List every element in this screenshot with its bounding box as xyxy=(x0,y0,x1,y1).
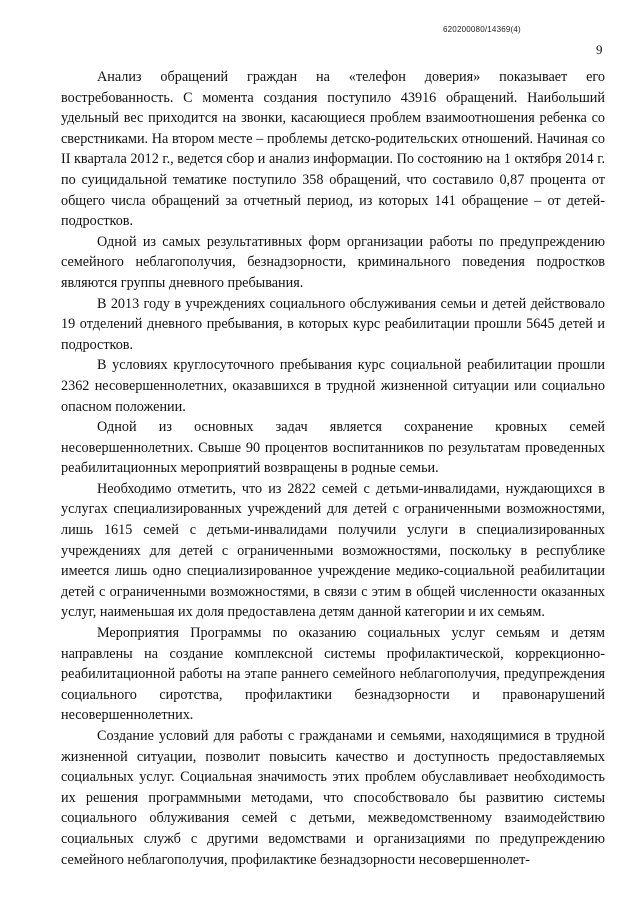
paragraph-disabled-children-families: Необходимо отметить, что из 2822 семей с детьми-инвалидами, нуждающихся в услугах специализированных учреждений для детей с ограниченными возможностями, лишь 1615 семей с детьми-инвалидами получили услуги в специализированных учреждениях для детей с ограниченными возможностями, поскольку в республике имеется лишь одно специализированное учреждение медико-социальной реабилитации детей с ограниченными возможностями, в связи с этим в общей численности оказанных услуг, наименьшая их доля предоставлена детям данной категории и их семьям. xyxy=(61,480,605,621)
document-id: 620200080/14369(4) xyxy=(443,25,521,34)
paragraph-conditions-creation: Создание условий для работы с гражданами и семьями, находящимися в трудной жизненной ситуации, позволит повысить качество и доступность предоставляемых социальных услуг. Социальная значимость этих проблем обуславливает необходимость их решения программными методами, что способствовало бы развитию системы социального облуживания семей с детьми, межведомственному взаимодействию социальных служб с другими ведомствами и организациями по предупреждению семейного неблагополучия, профилактике безнадзорности несовершеннолет- xyxy=(61,728,605,868)
paragraph-day-care-groups: Одной из самых результативных форм организации работы по предупреждению семейного неблагополучия, безнадзорности, криминального поведения подростков являются группы дневного пребывания. xyxy=(61,233,605,291)
paragraph-program-measures: Мероприятия Программы по оказанию социальных услуг семьям и детям направлены на создание комплексной системы профилактической, коррекционно-реабилитационной работы на этапе раннего семейного неблагополучия, предупреждения социального сиротства, профилактики безнадзорности и правонарушений несовершеннолетних. xyxy=(61,625,605,724)
paragraph-2013-day-care-departments: В 2013 году в учреждениях социального обслуживания семьи и детей действовало 19 отделений дневного пребывания, в которых курс реабилитации прошли 5645 детей и подростков. xyxy=(61,295,605,353)
body-text xyxy=(61,67,605,870)
page-number: 9 xyxy=(596,42,603,57)
paragraph-hotline-analysis: Анализ обращений граждан на «телефон доверия» показывает его востребованность. С момента создания поступило 43916 обращений. Наибольший удельный вес приходится на звонки, касающиеся проблем взаимоотношения ребенка со сверстниками. На втором месте – проблемы детско-родительских отношений. Начиная со II квартала 2012 г., ведется сбор и анализ информации. По состоянию на 1 октября 2014 г. по суицидальной тематике поступило 358 обращений, что составило 0,87 процента от общего числа обращений за отчетный период, из которых 141 обращение – от детей-подростков. xyxy=(61,69,605,230)
paragraph-family-preservation: Одной из основных задач является сохранение кровных семей несовершеннолетних. Свыше 90 процентов воспитанников по результатам проведенных реабилитационных мероприятий возвращены в родные семьи. xyxy=(61,419,605,477)
paragraph-round-the-clock-rehabilitation: В условиях круглосуточного пребывания курс социальной реабилитации прошли 2362 несовершеннолетних, оказавшихся в трудной жизненной ситуации или социально опасном положении. xyxy=(61,357,605,415)
